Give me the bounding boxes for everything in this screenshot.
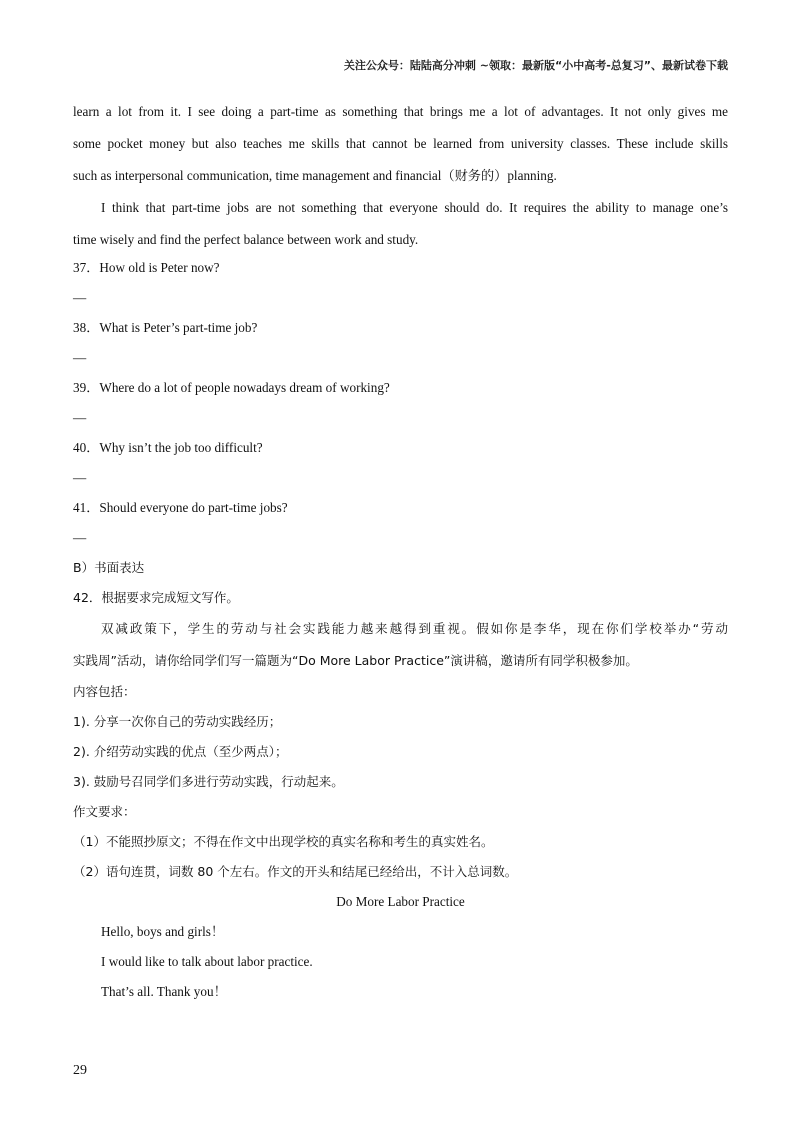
content-item: 3). 鼓励号召同学们多进行劳动实践，行动起来。 <box>73 774 344 789</box>
question-list <box>73 253 728 553</box>
page-body <box>73 96 728 1007</box>
answer-line-37: — <box>73 290 87 305</box>
content-item: 2). 介绍劳动实践的优点（至少两点）； <box>73 744 288 759</box>
essay-title: Do More Labor Practice <box>336 894 465 909</box>
writing-section <box>73 553 728 1007</box>
passage-line: time wisely and find the perfect balance between work and study. <box>73 232 419 247</box>
answer-line-41: — <box>73 530 87 545</box>
passage-line: such as interpersonal communication, time management and financial（财务的）planning. <box>73 168 557 183</box>
passage-paragraph-1 <box>73 96 728 192</box>
section-heading: B）书面表达 <box>73 560 145 575</box>
passage-line: learn a lot from it. I see doing a part-time as something that brings me a lot of advantages. It not only gives me <box>73 104 728 119</box>
requirement-item: （1）不能照抄原文；不得在作文中出现学校的真实名称和考生的真实姓名。 <box>73 834 494 849</box>
requirements-label: 作文要求： <box>73 804 136 819</box>
writing-intro-line: 双减政策下，学生的劳动与社会实践能力越来越得到重视。假如你是李华，现在你们学校举办“劳动 <box>101 621 728 636</box>
answer-line-40: — <box>73 470 87 485</box>
essay-line: That’s all. Thank you！ <box>101 984 227 999</box>
question-42: 42．根据要求完成短文写作。 <box>73 590 239 605</box>
content-item: 1). 分享一次你自己的劳动实践经历； <box>73 714 282 729</box>
page-number: 29 <box>73 1063 87 1078</box>
writing-intro-line: 实践周”活动，请你给同学们写一篇题为“Do More Labor Practice”演讲稿，邀请所有同学积极参加。 <box>73 653 638 668</box>
question-41: 41．Should everyone do part-time jobs? <box>73 500 288 515</box>
essay-line: I would like to talk about labor practice. <box>101 954 313 969</box>
requirement-item: （2）语句连贯，词数 80 个左右。作文的开头和结尾已经给出，不计入总词数。 <box>73 864 518 879</box>
content-label: 内容包括： <box>73 684 136 699</box>
answer-line-38: — <box>73 350 87 365</box>
essay-line: Hello, boys and girls！ <box>101 924 225 939</box>
page-header-banner: 关注公众号：陆陆高分冲刺 ~领取：最新版“小中高考-总复习”、最新试卷下载 <box>343 59 728 72</box>
passage-line: I think that part-time jobs are not something that everyone should do. It requires the ability to manage one’s <box>101 200 728 215</box>
question-37: 37．How old is Peter now? <box>73 260 220 275</box>
answer-line-39: — <box>73 410 87 425</box>
question-38: 38．What is Peter’s part-time job? <box>73 320 258 335</box>
passage-paragraph-2 <box>73 192 728 256</box>
question-40: 40．Why isn’t the job too difficult? <box>73 440 263 455</box>
passage-line: some pocket money but also teaches me skills that cannot be learned from university classes. These include skills <box>73 136 728 151</box>
question-39: 39．Where do a lot of people nowadays dream of working? <box>73 380 390 395</box>
